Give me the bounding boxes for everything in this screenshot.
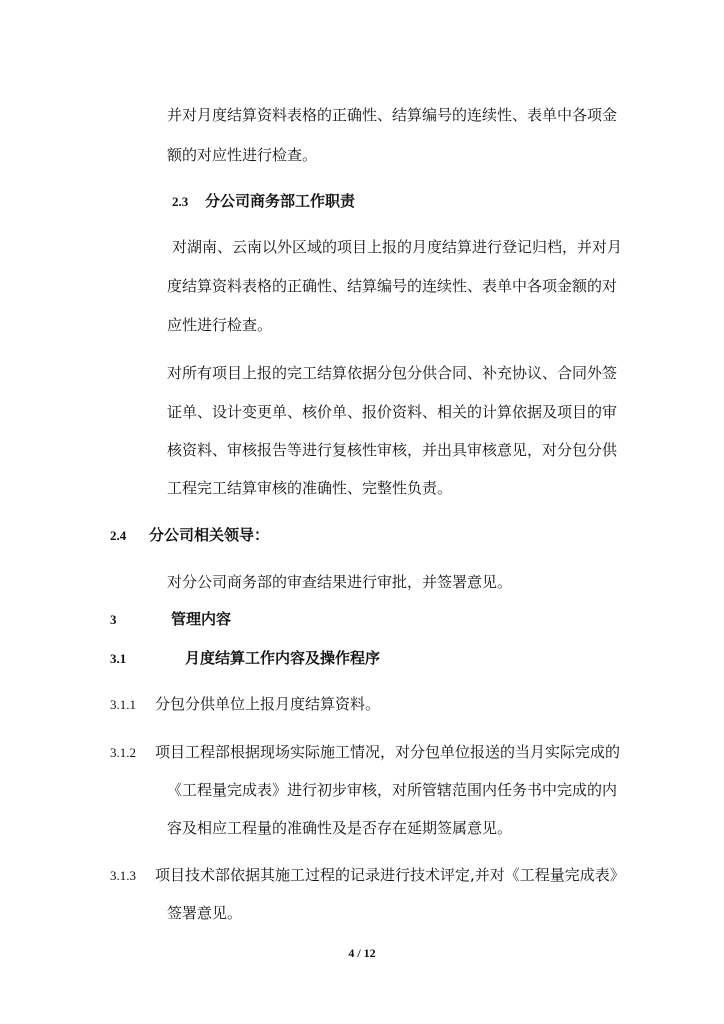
text-line: 容及相应工程量的准确性及是否存在延期签属意见。 bbox=[167, 819, 513, 837]
clause-number: 3.1.3 bbox=[110, 868, 136, 883]
section-heading: 分公司相关领导： bbox=[149, 526, 270, 544]
text-line: 对分公司商务部的审查结果进行审批，并签署意见。 bbox=[167, 573, 513, 591]
text-line: 度结算资料表格的正确性、结算编号的连续性、表单中各项金额的对 bbox=[167, 277, 618, 295]
clause-number: 3.1.2 bbox=[110, 745, 136, 760]
text-line: 对湖南、云南以外区域的项目上报的月度结算进行登记归档，并对月 bbox=[172, 238, 623, 256]
section-number: 2.3 bbox=[172, 194, 189, 209]
section-heading: 管理内容 bbox=[171, 610, 232, 628]
section-heading: 月度结算工作内容及操作程序 bbox=[185, 649, 381, 667]
section-number: 2.4 bbox=[110, 528, 127, 543]
text-line: 证单、设计变更单、核价单、报价资料、相关的计算依据及项目的审 bbox=[167, 403, 618, 421]
text-line: 签署意见。 bbox=[167, 904, 243, 922]
page-number: 4 / 12 bbox=[348, 946, 376, 960]
section-number: 3 bbox=[110, 612, 117, 627]
text-line: 并对月度结算资料表格的正确性、结算编号的连续性、表单中各项金 bbox=[167, 106, 618, 124]
section-heading: 分公司商务部工作职责 bbox=[205, 192, 356, 210]
text-line: 应性进行检查。 bbox=[167, 316, 273, 334]
text-line: 核资料、审核报告等进行复核性审核，并出具审核意见，对分包分供 bbox=[167, 441, 618, 459]
text-line: 项目技术部依据其施工过程的记录进行技术评定,并对《工程量完成表》 bbox=[155, 866, 625, 884]
text-line: 《工程量完成表》进行初步审核，对所管辖范围内任务书中完成的内 bbox=[167, 781, 618, 799]
text-line: 工程完工结算审核的准确性、完整性负责。 bbox=[167, 479, 453, 497]
section-number: 3.1 bbox=[110, 651, 127, 666]
text-line: 额的对应性进行检查。 bbox=[167, 146, 318, 164]
text-line: 项目工程部根据现场实际施工情况，对分包单位报送的当月实际完成的 bbox=[155, 743, 621, 761]
clause-number: 3.1.1 bbox=[110, 697, 136, 712]
text-line: 对所有项目上报的完工结算依据分包分供合同、补充协议、合同外签 bbox=[167, 364, 618, 382]
text-line: 分包分供单位上报月度结算资料。 bbox=[155, 695, 381, 713]
